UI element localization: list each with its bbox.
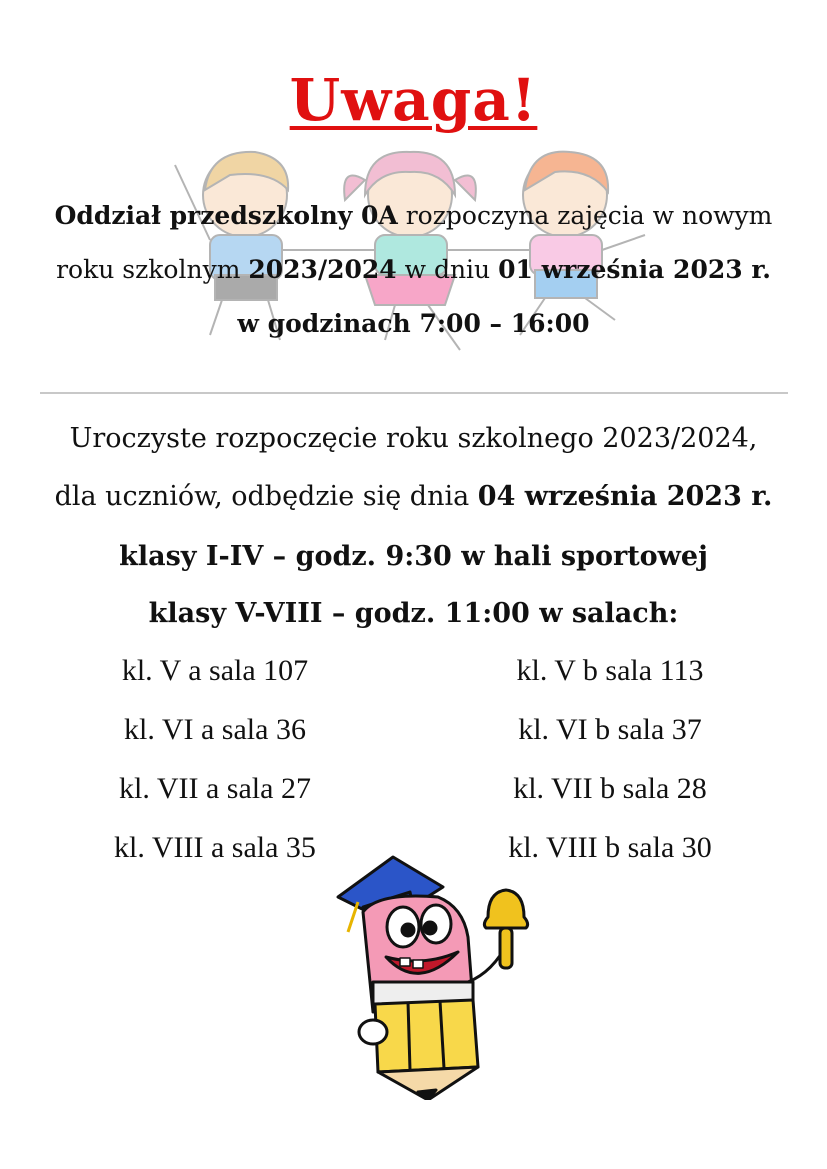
ceremony-classes-1-4: klasy I-IV – godz. 9:30 w hali sportowej xyxy=(119,541,708,572)
room-list-item: kl. VII a sala 27 xyxy=(119,772,311,805)
pencil-mascot-with-bell-icon xyxy=(318,852,538,1100)
page-title: Uwaga! xyxy=(289,66,538,134)
preschool-line-2-mid: w dniu xyxy=(396,255,499,284)
ceremony-line-2 xyxy=(0,481,827,512)
preschool-line-2-pre: roku szkolnym xyxy=(56,255,249,284)
ceremony-classes-5-8: klasy V-VIII – godz. 11:00 w salach: xyxy=(148,598,679,629)
ceremony-date: 04 września 2023 r. xyxy=(477,481,773,512)
room-list-item: kl. V b sala 113 xyxy=(516,654,704,687)
preschool-start-date: 01 września 2023 r. xyxy=(498,255,771,284)
preschool-group-name: Oddział przedszkolny 0A xyxy=(54,201,398,230)
section-divider xyxy=(40,392,788,394)
room-list-item: kl. VI a sala 36 xyxy=(124,713,306,746)
room-list-item: kl. VIII a sala 35 xyxy=(114,831,316,864)
room-list-item: kl. VI b sala 37 xyxy=(518,713,702,746)
ceremony-line-2-pre: dla uczniów, odbędzie się dnia xyxy=(54,481,478,512)
preschool-hours: w godzinach 7:00 – 16:00 xyxy=(237,309,590,338)
preschool-line-2 xyxy=(0,255,827,284)
preschool-line-1 xyxy=(0,201,827,230)
ceremony-line-1: Uroczyste rozpoczęcie roku szkolnego 2023/2024, xyxy=(69,423,758,454)
room-list-item: kl. VII b sala 28 xyxy=(513,772,707,805)
preschool-line-1-rest: rozpoczyna zajęcia w nowym xyxy=(397,201,773,230)
school-year: 2023/2024 xyxy=(248,255,397,284)
room-list-item: kl. VIII b sala 30 xyxy=(508,831,712,864)
room-list-item: kl. V a sala 107 xyxy=(121,654,309,687)
